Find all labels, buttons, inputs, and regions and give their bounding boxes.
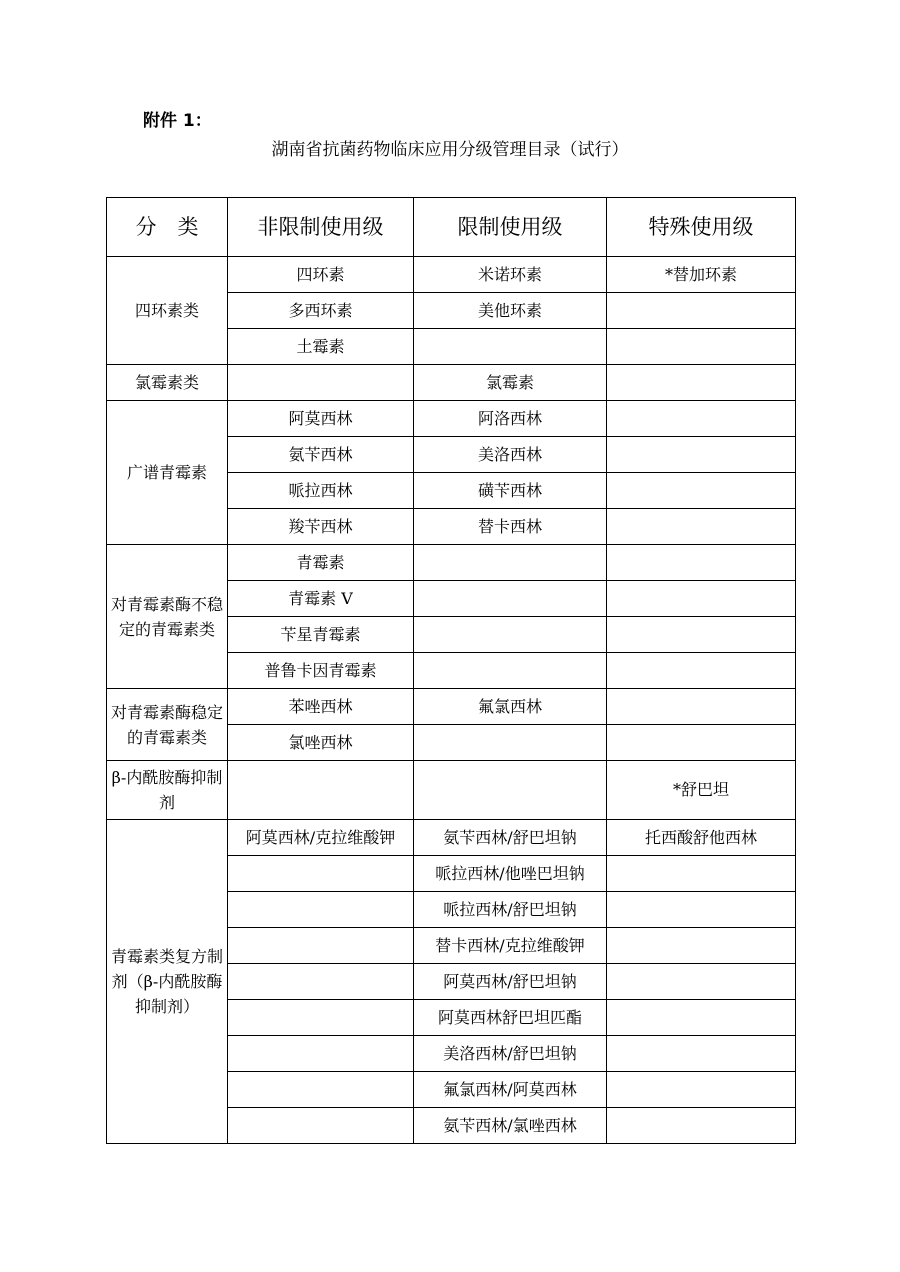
restricted-cell <box>414 761 607 820</box>
restricted-cell: 哌拉西林/他唑巴坦钠 <box>414 856 607 892</box>
restricted-cell: 磺苄西林 <box>414 473 607 509</box>
restricted-cell: 氯霉素 <box>414 365 607 401</box>
restricted-cell: 阿洛西林 <box>414 401 607 437</box>
table-row <box>107 365 796 401</box>
unrestricted-cell: 阿莫西林 <box>228 401 414 437</box>
unrestricted-cell <box>228 856 414 892</box>
unrestricted-cell: 四环素 <box>228 257 414 293</box>
special-cell <box>607 473 796 509</box>
restricted-cell <box>414 617 607 653</box>
restricted-cell: 氨苄西林/舒巴坦钠 <box>414 820 607 856</box>
special-cell <box>607 1072 796 1108</box>
special-cell <box>607 545 796 581</box>
special-cell <box>607 581 796 617</box>
document-title: 湖南省抗菌药物临床应用分级管理目录（试行） <box>271 140 629 160</box>
table-row <box>107 401 796 437</box>
restricted-cell: 阿莫西林/舒巴坦钠 <box>414 964 607 1000</box>
special-cell <box>607 653 796 689</box>
table-row <box>107 820 796 856</box>
special-cell <box>607 437 796 473</box>
unrestricted-cell: 苄星青霉素 <box>228 617 414 653</box>
unrestricted-cell <box>228 1000 414 1036</box>
special-cell <box>607 1000 796 1036</box>
unrestricted-cell: 土霉素 <box>228 329 414 365</box>
table-row <box>107 689 796 725</box>
restricted-cell: 美他环素 <box>414 293 607 329</box>
special-cell <box>607 892 796 928</box>
unrestricted-cell: 阿莫西林/克拉维酸钾 <box>228 820 414 856</box>
restricted-cell: 哌拉西林/舒巴坦钠 <box>414 892 607 928</box>
restricted-cell <box>414 329 607 365</box>
category-cell: 广谱青霉素 <box>107 401 228 545</box>
table-row <box>107 545 796 581</box>
special-cell <box>607 856 796 892</box>
unrestricted-cell: 多西环素 <box>228 293 414 329</box>
category-cell: 四环素类 <box>107 257 228 365</box>
special-cell <box>607 401 796 437</box>
special-cell: *替加环素 <box>607 257 796 293</box>
special-cell <box>607 293 796 329</box>
special-cell: *舒巴坦 <box>607 761 796 820</box>
special-cell <box>607 964 796 1000</box>
unrestricted-cell: 氯唑西林 <box>228 725 414 761</box>
unrestricted-cell <box>228 964 414 1000</box>
category-cell: 对青霉素酶不稳定的青霉素类 <box>107 545 228 689</box>
unrestricted-cell: 苯唑西林 <box>228 689 414 725</box>
restricted-cell: 阿莫西林舒巴坦匹酯 <box>414 1000 607 1036</box>
restricted-cell: 替卡西林 <box>414 509 607 545</box>
header-restricted: 限制使用级 <box>414 198 607 257</box>
restricted-cell: 美洛西林 <box>414 437 607 473</box>
unrestricted-cell <box>228 928 414 964</box>
table-row <box>107 761 796 820</box>
antibiotic-catalog-table <box>106 197 796 1144</box>
restricted-cell: 米诺环素 <box>414 257 607 293</box>
restricted-cell <box>414 653 607 689</box>
unrestricted-cell <box>228 365 414 401</box>
restricted-cell: 氟氯西林 <box>414 689 607 725</box>
unrestricted-cell: 青霉素 <box>228 545 414 581</box>
special-cell <box>607 1036 796 1072</box>
category-cell: 氯霉素类 <box>107 365 228 401</box>
special-cell: 托西酸舒他西林 <box>607 820 796 856</box>
header-category: 分 类 <box>107 198 228 257</box>
unrestricted-cell <box>228 761 414 820</box>
unrestricted-cell: 青霉素 V <box>228 581 414 617</box>
category-cell: 对青霉素酶稳定的青霉素类 <box>107 689 228 761</box>
special-cell <box>607 617 796 653</box>
special-cell <box>607 365 796 401</box>
category-cell: β-内酰胺酶抑制剂 <box>107 761 228 820</box>
table-header-row <box>107 198 796 257</box>
restricted-cell: 氨苄西林/氯唑西林 <box>414 1108 607 1144</box>
header-unrestricted: 非限制使用级 <box>228 198 414 257</box>
special-cell <box>607 725 796 761</box>
unrestricted-cell <box>228 892 414 928</box>
restricted-cell <box>414 725 607 761</box>
special-cell <box>607 928 796 964</box>
special-cell <box>607 509 796 545</box>
header-special: 特殊使用级 <box>607 198 796 257</box>
unrestricted-cell <box>228 1036 414 1072</box>
unrestricted-cell: 羧苄西林 <box>228 509 414 545</box>
special-cell <box>607 329 796 365</box>
unrestricted-cell <box>228 1108 414 1144</box>
attachment-label: 附件 1： <box>143 111 212 131</box>
restricted-cell: 替卡西林/克拉维酸钾 <box>414 928 607 964</box>
unrestricted-cell: 普鲁卡因青霉素 <box>228 653 414 689</box>
restricted-cell: 美洛西林/舒巴坦钠 <box>414 1036 607 1072</box>
category-cell: 青霉素类复方制剂（β-内酰胺酶抑制剂） <box>107 820 228 1144</box>
unrestricted-cell: 哌拉西林 <box>228 473 414 509</box>
unrestricted-cell: 氨苄西林 <box>228 437 414 473</box>
special-cell <box>607 1108 796 1144</box>
special-cell <box>607 689 796 725</box>
restricted-cell <box>414 581 607 617</box>
unrestricted-cell <box>228 1072 414 1108</box>
table-row <box>107 257 796 293</box>
restricted-cell <box>414 545 607 581</box>
restricted-cell: 氟氯西林/阿莫西林 <box>414 1072 607 1108</box>
